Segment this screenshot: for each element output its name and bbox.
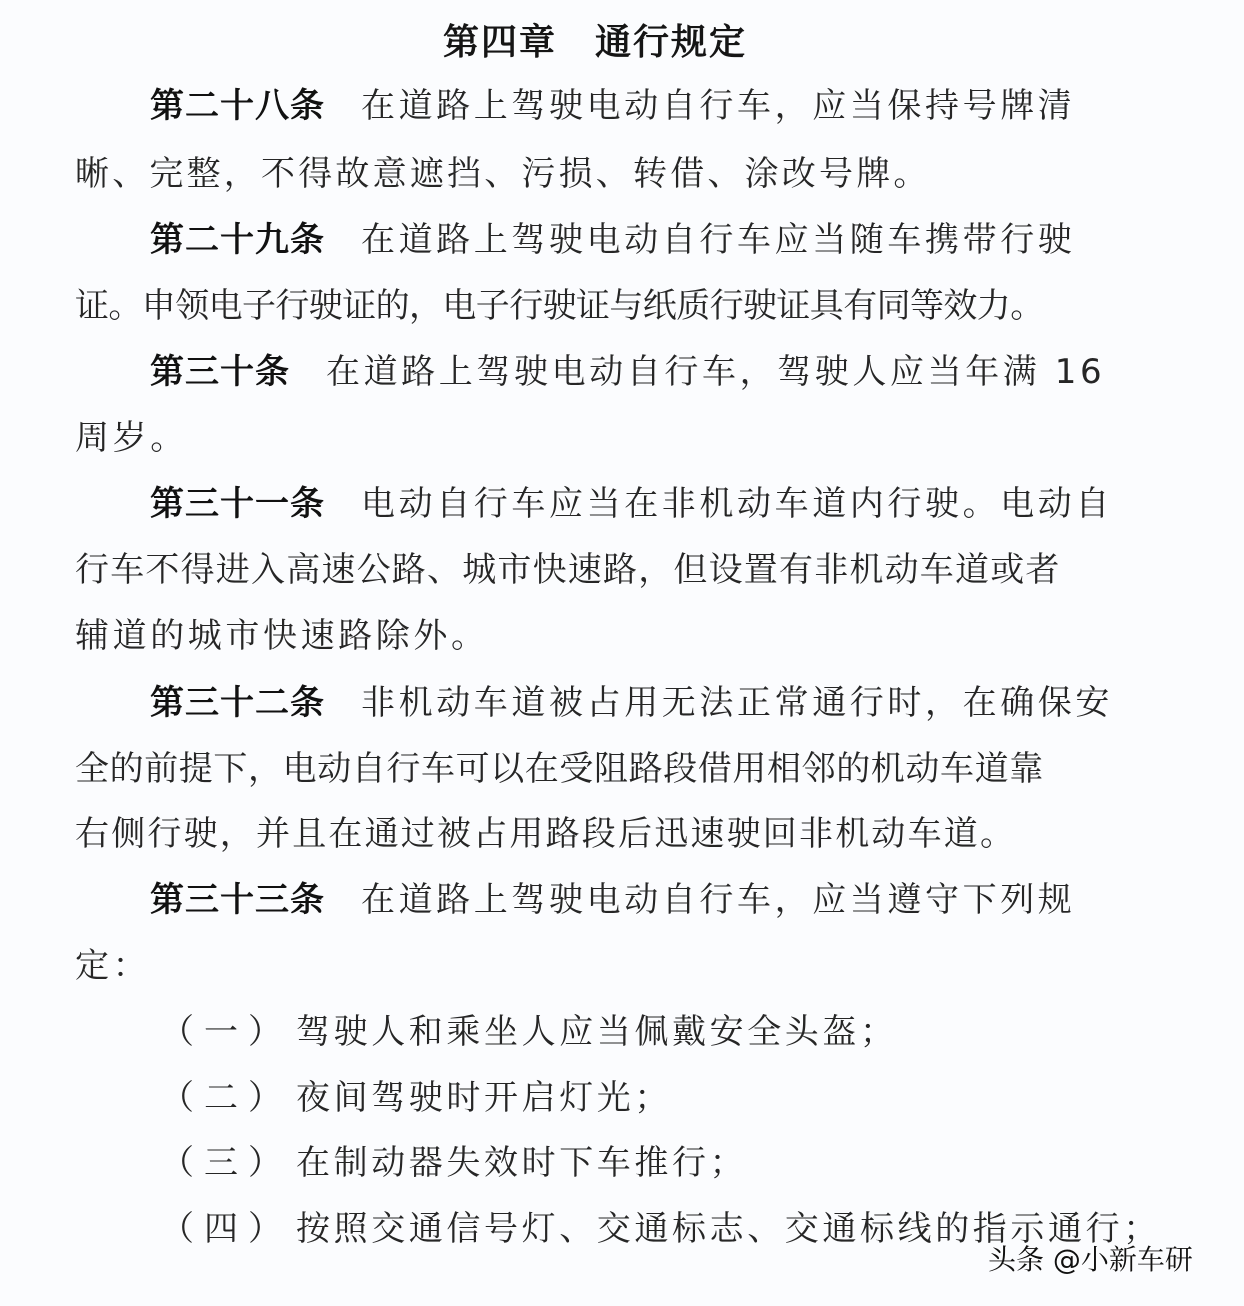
source-watermark: 头条 @小新车研 — [988, 1243, 1193, 1276]
article-28-line-1 — [150, 86, 1075, 126]
article-33-line-1 — [150, 880, 1075, 920]
article-label: 第三十一条 — [150, 484, 325, 524]
article-30-line-2: 周岁。 — [75, 418, 188, 458]
article-text: 在道路上驾驶电动自行车，应当保持号牌清 — [361, 86, 1076, 126]
article-30-line-1 — [150, 352, 1105, 392]
article-text: 在道路上驾驶电动自行车，驾驶人应当年满 16 — [326, 352, 1106, 392]
list-item-2 — [160, 1078, 672, 1118]
list-item-3 — [160, 1143, 747, 1183]
list-item-text: 夜间驾驶时开启灯光； — [296, 1078, 672, 1118]
list-item-text: 驾驶人和乘坐人应当佩戴安全头盔； — [296, 1012, 898, 1052]
article-text: 在道路上驾驶电动自行车，应当遵守下列规 — [361, 880, 1076, 920]
article-29-line-1 — [150, 220, 1075, 260]
article-label: 第二十九条 — [150, 220, 325, 260]
list-item-number: （二） — [160, 1078, 292, 1118]
article-label: 第三十二条 — [150, 683, 325, 723]
article-text: 在道路上驾驶电动自行车应当随车携带行驶 — [361, 220, 1076, 260]
list-item-number: （四） — [160, 1209, 292, 1249]
article-28-line-2: 晰、完整，不得故意遮挡、污损、转借、涂改号牌。 — [75, 154, 931, 194]
article-31-line-2: 行车不得进入高速公路、城市快速路，但设置有非机动车道或者 — [75, 550, 1061, 590]
article-text: 电动自行车应当在非机动车道内行驶。电动自 — [361, 484, 1113, 524]
article-32-line-1 — [150, 683, 1113, 723]
article-31-line-3: 辅道的城市快速路除外。 — [75, 616, 489, 656]
list-item-number: （一） — [160, 1012, 292, 1052]
list-item-text: 按照交通信号灯、交通标志、交通标线的指示通行； — [296, 1209, 1161, 1249]
article-text: 非机动车道被占用无法正常通行时，在确保安 — [361, 683, 1113, 723]
list-item-number: （三） — [160, 1143, 292, 1183]
article-32-line-3: 右侧行驶，并且在通过被占用路段后迅速驶回非机动车道。 — [75, 814, 1017, 854]
chapter-title: 第四章 通行规定 — [442, 21, 747, 63]
article-29-line-2: 证。申领电子行驶证的，电子行驶证与纸质行驶证具有同等效力。 — [75, 286, 1044, 326]
article-label: 第三十条 — [150, 352, 290, 392]
list-item-text: 在制动器失效时下车推行； — [296, 1143, 748, 1183]
article-32-line-2: 全的前提下，电动自行车可以在受阻路段借用相邻的机动车道靠 — [75, 749, 1044, 789]
article-33-line-2: 定： — [75, 946, 151, 986]
article-label: 第二十八条 — [150, 86, 325, 126]
list-item-1 — [160, 1012, 898, 1052]
article-31-line-1 — [150, 484, 1113, 524]
article-label: 第三十三条 — [150, 880, 325, 920]
